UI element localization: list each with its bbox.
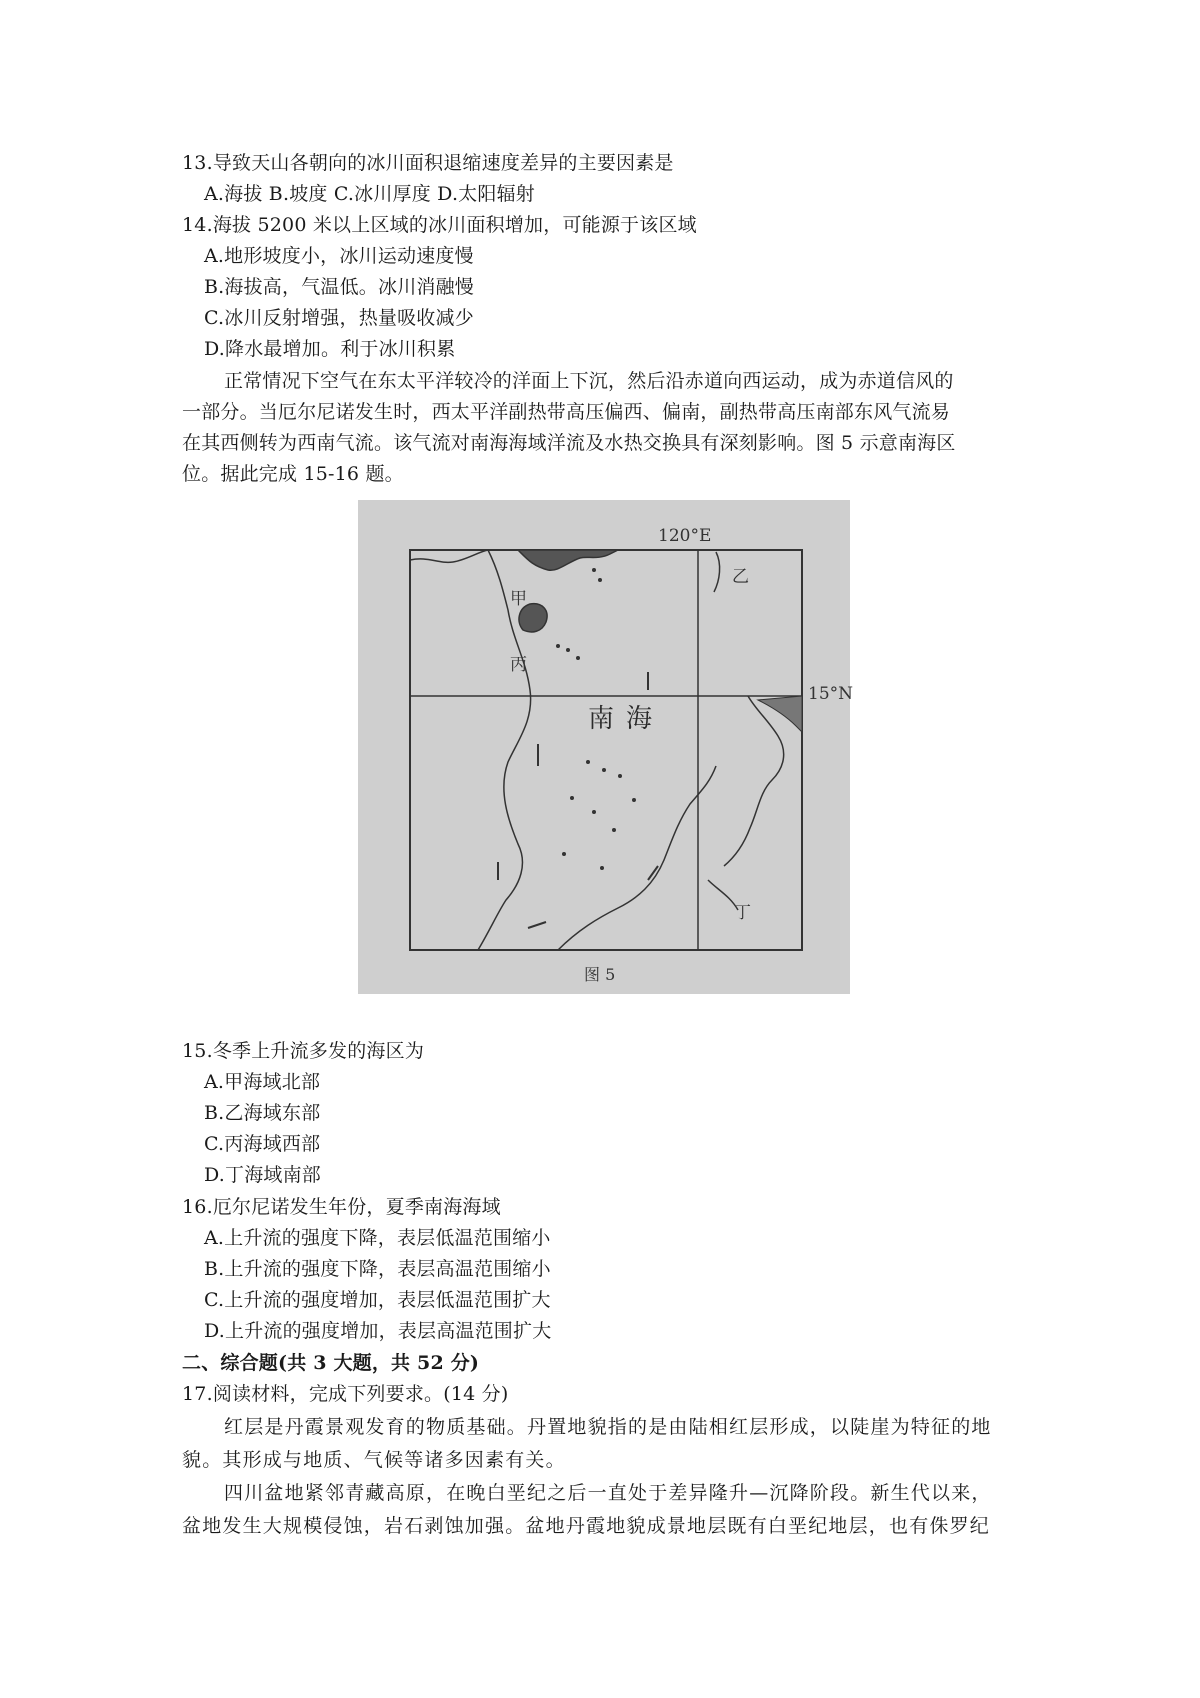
region-label-bing: 丙 [510,655,527,675]
q17-para2-line1: 四川盆地紧邻青藏高原，在晚白垩纪之后一直处于差异隆升—沉降阶段。新生代以来， [224,1482,992,1504]
q15-option-a: A.甲海域北部 [204,1071,321,1093]
passage-line-4: 位。据此完成 15-16 题。 [182,463,404,485]
q15-option-b: B.乙海域东部 [204,1102,321,1124]
q16-option-c: C.上升流的强度增加，表层低温范围扩大 [204,1289,551,1311]
q14-option-b: B.海拔高，气温低。冰川消融慢 [204,276,475,298]
region-label-yi: 乙 [732,567,749,587]
q15-option-d: D.丁海域南部 [204,1164,321,1186]
q15-option-c: C.丙海域西部 [204,1133,321,1155]
q17-para1-line2: 貌。其形成与地质、气候等诸多因素有关。 [182,1449,566,1471]
q14-option-a: A.地形坡度小，冰川运动速度慢 [204,245,474,267]
q14-stem: 14.海拔 5200 米以上区域的冰川面积增加，可能源于该区域 [182,214,697,236]
latitude-label: 15°N [808,684,854,704]
q17-stem: 17.阅读材料，完成下列要求。(14 分) [182,1383,509,1405]
q17-para1-line1: 红层是丹霞景观发育的物质基础。丹置地貌指的是由陆相红层形成，以陡崖为特征的地 [224,1416,992,1438]
q16-option-a: A.上升流的强度下降，表层低温范围缩小 [204,1227,551,1249]
q16-option-d: D.上升流的强度增加，表层高温范围扩大 [204,1320,552,1342]
q14-option-c: C.冰川反射增强，热量吸收减少 [204,307,474,329]
map-drawing [358,500,850,994]
section-2-heading: 二、综合题(共 3 大题，共 52 分) [182,1352,480,1374]
q14-option-d: D.降水最增加。利于冰川积累 [204,338,456,360]
passage-line-2: 一部分。当厄尔尼诺发生时，西太平洋副热带高压偏西、偏南，副热带高压南部东风气流易 [182,401,951,423]
q17-para2-line2: 盆地发生大规模侵蚀，岩石剥蚀加强。盆地丹霞地貌成景地层既有白垩纪地层，也有侏罗纪 [182,1515,991,1537]
region-label-jia: 甲 [510,589,527,609]
q15-stem: 15.冬季上升流多发的海区为 [182,1040,425,1062]
sea-name-label: 南海 [588,704,665,734]
longitude-label: 120°E [658,526,712,546]
q13-options: A.海拔 B.坡度 C.冰川厚度 D.太阳辐射 [204,183,535,205]
passage-line-3: 在其西侧转为西南气流。该气流对南海海域洋流及水热交换具有深刻影响。图 5 示意南海区 [182,432,956,454]
q16-option-b: B.上升流的强度下降，表层高温范围缩小 [204,1258,551,1280]
south-china-sea-map [358,500,854,994]
figure-caption: 图 5 [584,965,616,984]
region-label-ding: 丁 [734,903,751,923]
q16-stem: 16.厄尔尼诺发生年份，夏季南海海域 [182,1196,501,1218]
q13-stem: 13.导致天山各朝向的冰川面积退缩速度差异的主要因素是 [182,152,674,174]
passage-line-1: 正常情况下空气在东太平洋较冷的洋面上下沉，然后沿赤道向西运动，成为赤道信风的 [224,370,954,392]
